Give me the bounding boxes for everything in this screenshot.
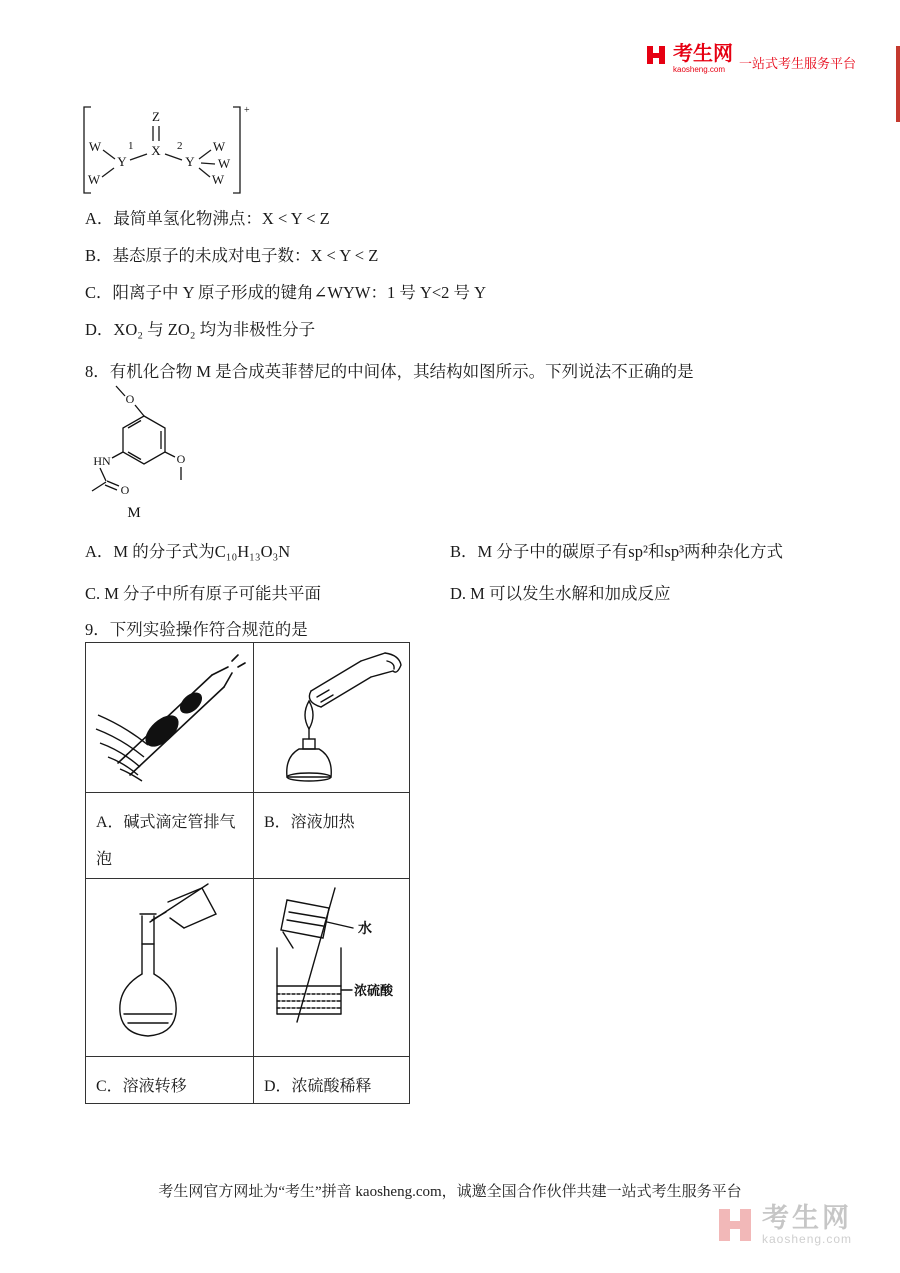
q9-stem: 9．下列实验操作符合规范的是 bbox=[85, 620, 308, 639]
q7-option-b: B．基态原子的未成对电子数：X < Y < Z bbox=[85, 246, 379, 265]
methoxy-o-right: O bbox=[176, 452, 186, 466]
experiment-label-d: D．浓硫酸稀释 bbox=[264, 1078, 372, 1095]
charge-label: + bbox=[244, 105, 250, 116]
burette-sketch bbox=[90, 645, 250, 790]
experiment-image-c bbox=[86, 879, 254, 1057]
q7-option-a: A．最简单氢化物沸点：X < Y < Z bbox=[85, 209, 330, 228]
q8-option-d: D. M 可以发生水解和加成反应 bbox=[450, 584, 671, 603]
logo-text bbox=[673, 44, 733, 74]
water-annotation: 水 bbox=[357, 921, 372, 937]
watermark-text bbox=[762, 1204, 852, 1246]
watermark-icon bbox=[716, 1206, 754, 1244]
logo-name: 考生网 bbox=[673, 43, 733, 65]
atom-y1: Y bbox=[117, 154, 127, 169]
position-label-2: 2 bbox=[177, 140, 183, 152]
q8-option-a: A．M 的分子式为C₁₀H₁₃O₃N bbox=[85, 542, 291, 561]
atom-w: W bbox=[217, 156, 231, 171]
q8-stem: 8．有机化合物 M 是合成英菲替尼的中间体，其结构如图所示。下列说法不正确的是 bbox=[85, 362, 694, 381]
experiment-image-b bbox=[254, 643, 409, 793]
q8-option-b: B．M 分子中的碳原子有sp²和sp³两种杂化方式 bbox=[450, 542, 784, 561]
dilution-sketch bbox=[257, 882, 407, 1054]
atom-y2: Y bbox=[185, 154, 195, 169]
logo-domain: kaosheng.com bbox=[673, 65, 726, 74]
watermark-logo bbox=[716, 1204, 852, 1246]
amide-hn: HN bbox=[93, 454, 111, 468]
methoxy-o-top: O bbox=[125, 392, 135, 406]
experiment-image-a bbox=[86, 643, 254, 793]
page-edge-mark bbox=[896, 46, 900, 122]
kaosheng-logo-icon bbox=[645, 44, 667, 66]
transfer-sketch bbox=[90, 882, 250, 1054]
atom-w: W bbox=[212, 139, 226, 154]
experiment-label-a: A．碱式滴定管排气泡 bbox=[86, 793, 254, 879]
carbonyl-o: O bbox=[120, 483, 130, 497]
atom-x: X bbox=[151, 143, 161, 158]
experiment-label-c: C．溶液转移 bbox=[86, 1057, 254, 1103]
watermark-domain: kaosheng.com bbox=[762, 1232, 853, 1247]
q8-option-c: C. M 分子中所有原子可能共平面 bbox=[85, 584, 322, 603]
atom-w: W bbox=[88, 139, 102, 154]
q7-option-d: D．XO₂ 与 ZO₂ 均为非极性分子 bbox=[85, 320, 316, 339]
experiment-image-d bbox=[254, 879, 409, 1057]
site-logo bbox=[645, 44, 856, 74]
atom-w: W bbox=[211, 172, 225, 187]
molecule-name: M bbox=[127, 505, 141, 521]
acid-annotation: 浓硫酸 bbox=[353, 982, 393, 998]
molecule-m-structure bbox=[72, 383, 212, 533]
experiment-table bbox=[85, 642, 410, 1104]
watermark-name: 考生网 bbox=[762, 1203, 852, 1233]
footer-note: 考生网官方网址为“考生”拼音 kaosheng.com，诚邀全国合作伙伴共建一站式考生服务平台 bbox=[158, 1184, 742, 1200]
atom-z: Z bbox=[152, 109, 160, 124]
heating-sketch bbox=[257, 645, 407, 790]
cation-structure-diagram bbox=[76, 100, 256, 200]
q7-option-c: C．阳离子中 Y 原子形成的键角∠WYW：1 号 Y<2 号 Y bbox=[85, 283, 487, 302]
position-label-1: 1 bbox=[128, 140, 134, 152]
logo-tagline: 一站式考生服务平台 bbox=[739, 56, 857, 71]
experiment-label-b: B．溶液加热 bbox=[254, 793, 409, 879]
atom-w: W bbox=[87, 172, 101, 187]
